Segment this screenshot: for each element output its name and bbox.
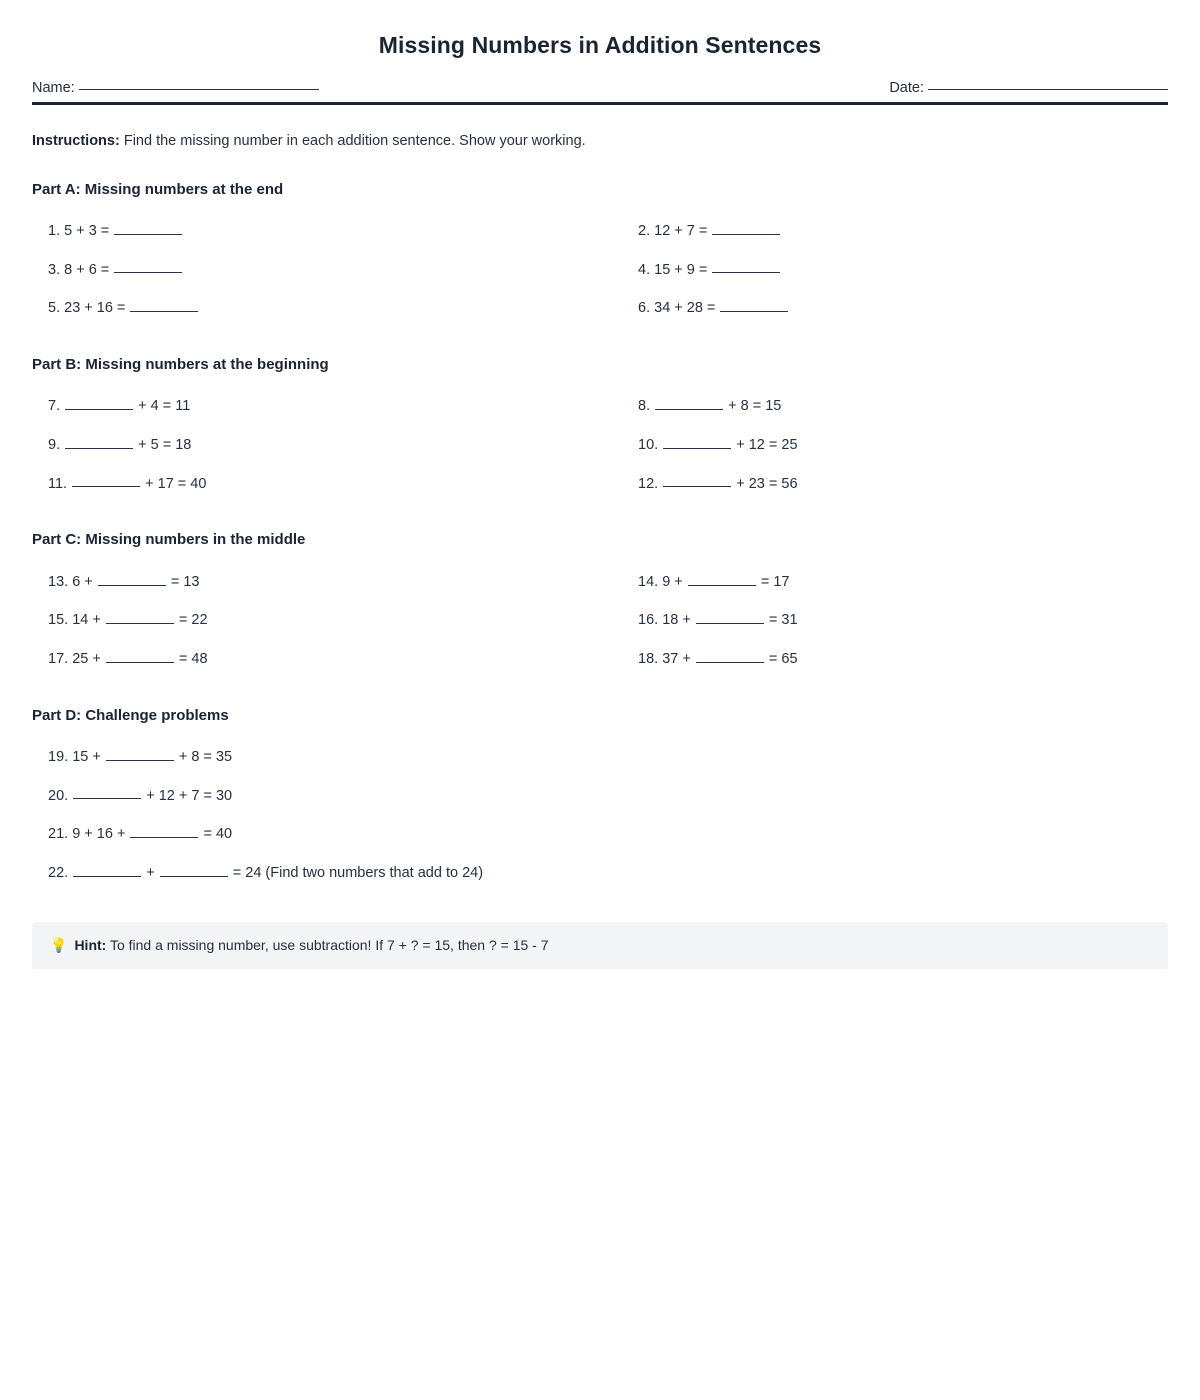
problem-number: 6. — [638, 300, 651, 317]
problem-expression-before: 8 + 6 = — [64, 261, 110, 278]
header-divider — [32, 102, 1168, 105]
problem-expression-before: 5 + 3 = — [64, 222, 110, 239]
problem-expression-middle: + — [146, 864, 155, 881]
problem-expression-before: 25 + — [72, 650, 101, 667]
problem-item — [622, 639, 1168, 678]
answer-blank[interactable] — [720, 297, 788, 312]
problem-item — [32, 776, 1168, 815]
name-input-line[interactable] — [79, 89, 319, 90]
problem-item — [32, 250, 622, 289]
answer-blank[interactable] — [65, 395, 133, 410]
problem-number: 13. — [48, 573, 69, 590]
problem-number: 3. — [48, 261, 61, 278]
problem-expression-after: = 13 — [170, 573, 200, 590]
problem-number: 17. — [48, 650, 69, 667]
answer-blank[interactable] — [114, 259, 182, 274]
problem-item — [622, 288, 1168, 327]
part-heading: Part D: Challenge problems — [32, 706, 229, 724]
problem-expression-before: 34 + 28 = — [654, 300, 716, 317]
answer-blank[interactable] — [65, 434, 133, 449]
problem-number: 22. — [48, 864, 69, 881]
problem-expression-after: = 31 — [768, 612, 798, 629]
date-input-line[interactable] — [928, 89, 1168, 90]
problem-number: 16. — [638, 612, 659, 629]
page-title: Missing Numbers in Addition Sentences — [378, 32, 822, 58]
problem-item — [32, 211, 622, 250]
problem-number: 10. — [638, 436, 659, 453]
problem-expression-after: + 23 = 56 — [736, 475, 798, 492]
problem-expression-before: 12 + 7 = — [654, 222, 708, 239]
problem-expression-before: 15 + — [72, 748, 101, 765]
answer-blank[interactable] — [655, 395, 723, 410]
problem-item — [32, 639, 622, 678]
problem-item — [622, 386, 1168, 425]
problem-item — [622, 250, 1168, 289]
problem-number: 7. — [48, 398, 61, 415]
sections-container — [32, 180, 1168, 892]
name-field-group — [32, 80, 319, 96]
problem-item — [32, 425, 622, 464]
instructions-text: Find the missing number in each addition sentence. Show your working. — [123, 132, 586, 149]
hint-body — [74, 936, 548, 956]
problem-expression-after: + 8 = 35 — [178, 748, 233, 765]
date-field-group — [889, 80, 1168, 96]
problem-expression-before: 9 + 16 + — [72, 826, 126, 843]
problem-item — [622, 562, 1168, 601]
problem-expression-after: + 12 = 25 — [736, 436, 798, 453]
problem-expression-after: + 8 = 15 — [728, 398, 782, 415]
name-date-row — [32, 80, 1168, 96]
problem-expression-before: 14 + — [72, 612, 101, 629]
problem-expression-after: + 4 = 11 — [138, 398, 191, 415]
hint-text: To find a missing number, use subtraction! If 7 + ? = 15, then ? = 15 - 7 — [109, 936, 549, 953]
answer-blank[interactable] — [106, 648, 174, 663]
answer-blank[interactable] — [663, 434, 731, 449]
part-heading: Part C: Missing numbers in the middle — [32, 531, 306, 549]
answer-blank[interactable] — [73, 862, 141, 877]
answer-blank[interactable] — [663, 473, 731, 488]
problem-grid — [32, 386, 1168, 502]
answer-blank[interactable] — [73, 785, 141, 800]
problem-number: 8. — [638, 398, 651, 415]
problem-number: 1. — [48, 222, 61, 239]
instructions-label: Instructions: — [32, 132, 120, 149]
problem-expression-after: = 24 (Find two numbers that add to 24) — [232, 864, 484, 881]
problem-item — [32, 464, 622, 503]
problem-expression-after: = 17 — [760, 573, 790, 590]
answer-blank[interactable] — [696, 609, 764, 624]
problem-number: 21. — [48, 826, 69, 843]
part-heading: Part A: Missing numbers at the end — [32, 180, 284, 198]
problem-expression-after: = 22 — [178, 612, 208, 629]
problem-number: 9. — [48, 436, 61, 453]
problem-item — [32, 853, 1168, 892]
problem-number: 11. — [48, 475, 68, 492]
problem-number: 15. — [48, 612, 69, 629]
hint-label: Hint: — [74, 936, 107, 953]
problem-item — [32, 600, 622, 639]
answer-blank[interactable] — [712, 259, 780, 274]
answer-blank[interactable] — [160, 862, 228, 877]
problem-number: 14. — [638, 573, 659, 590]
problem-item — [622, 464, 1168, 503]
problem-expression-before: 18 + — [662, 612, 691, 629]
problem-expression-after: + 5 = 18 — [138, 436, 192, 453]
answer-blank[interactable] — [130, 823, 198, 838]
problem-item — [622, 211, 1168, 250]
answer-blank[interactable] — [72, 473, 140, 488]
problem-item — [622, 425, 1168, 464]
problem-expression-before: 15 + 9 = — [654, 261, 708, 278]
problem-expression-after: + 12 + 7 = 30 — [146, 787, 233, 804]
problem-item — [32, 562, 622, 601]
instructions — [32, 131, 1168, 152]
problem-number: 20. — [48, 787, 69, 804]
answer-blank[interactable] — [114, 220, 182, 235]
answer-blank[interactable] — [712, 220, 780, 235]
problem-expression-before: 9 + — [662, 573, 683, 590]
answer-blank[interactable] — [98, 571, 166, 586]
problem-grid — [32, 211, 1168, 327]
problem-item — [32, 288, 622, 327]
problem-expression-before: 6 + — [72, 573, 93, 590]
problem-expression-after: = 65 — [768, 650, 798, 667]
problem-expression-after: + 17 = 40 — [145, 475, 207, 492]
answer-blank[interactable] — [130, 297, 198, 312]
problem-expression-after: = 40 — [203, 826, 233, 843]
answer-blank[interactable] — [696, 648, 764, 663]
answer-blank[interactable] — [106, 609, 174, 624]
problem-grid — [32, 562, 1168, 678]
date-label: Date: — [889, 79, 924, 96]
name-label: Name: — [32, 79, 75, 96]
problem-number: 18. — [638, 650, 659, 667]
problem-number: 4. — [638, 261, 651, 278]
hint-box — [32, 922, 1168, 970]
part-heading: Part B: Missing numbers at the beginning — [32, 355, 329, 373]
problem-item — [622, 600, 1168, 639]
problem-grid — [32, 737, 1168, 891]
problem-number: 2. — [638, 222, 651, 239]
problem-number: 12. — [638, 475, 659, 492]
problem-number: 5. — [48, 300, 61, 317]
answer-blank[interactable] — [106, 746, 174, 761]
answer-blank[interactable] — [688, 571, 756, 586]
problem-expression-before: 37 + — [662, 650, 691, 667]
problem-item — [32, 737, 1168, 776]
problem-number: 19. — [48, 748, 69, 765]
problem-item — [32, 386, 622, 425]
light-bulb-icon: 💡 — [50, 936, 68, 953]
problem-expression-before: 23 + 16 = — [64, 300, 126, 317]
problem-expression-after: = 48 — [178, 650, 208, 667]
problem-item — [32, 814, 1168, 853]
